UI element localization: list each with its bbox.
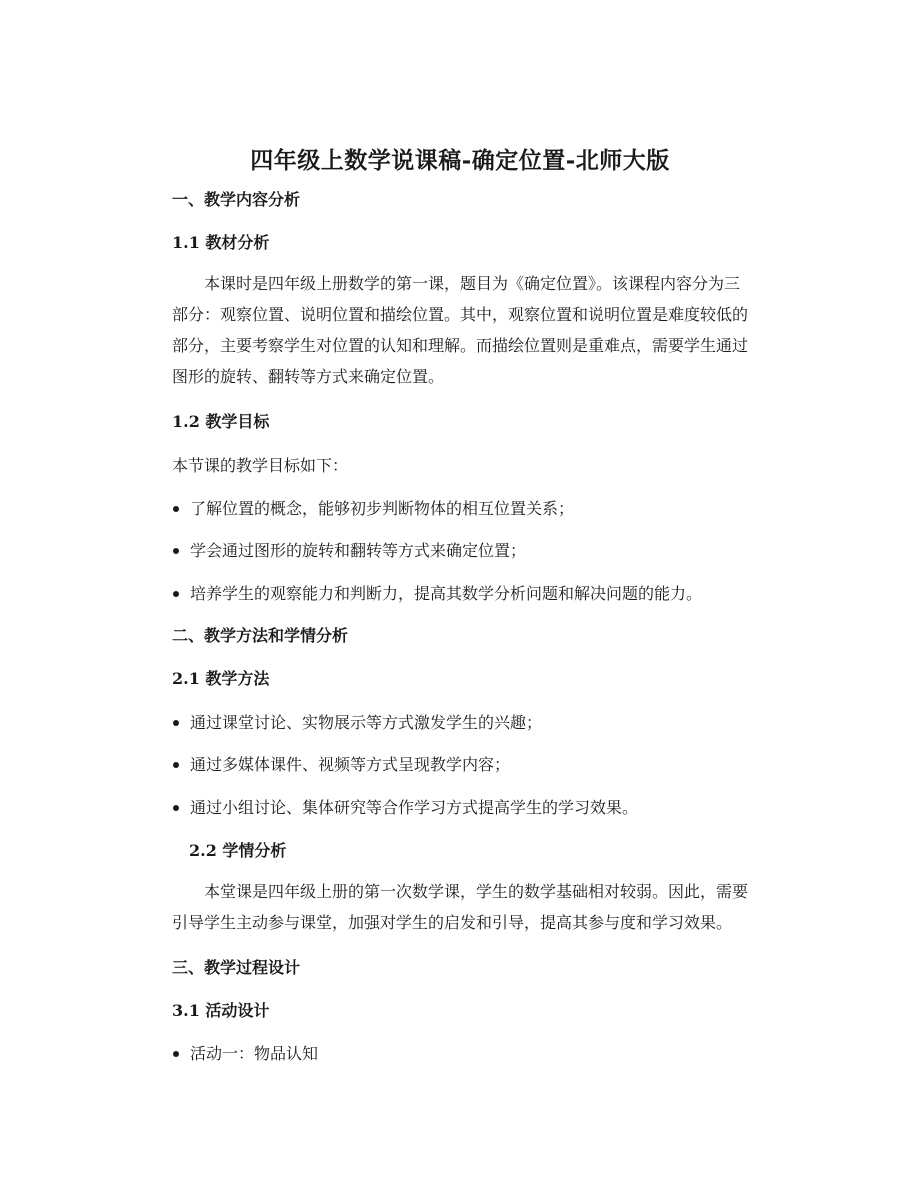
objectives-intro: 本节课的教学目标如下： [172, 456, 349, 475]
paragraph-learning-analysis: 本堂课是四年级上册的第一次数学课，学生的数学基础相对较弱。因此，需要引导学生主动参与课堂，加强对学生的启发和引导，提高其参与度和学习效果。 [172, 882, 749, 932]
list-item-text: 活动一：物品认知 [190, 1044, 319, 1063]
list-item [172, 582, 702, 606]
bullet-icon [173, 591, 179, 597]
list-item-text: 通过小组讨论、集体研究等合作学习方式提高学生的学习效果。 [190, 798, 639, 817]
bullet-icon [173, 506, 179, 512]
subsection-heading-3-1: 3.1 活动设计 [172, 1001, 270, 1020]
list-item-text: 学会通过图形的旋转和翻转等方式来确定位置； [190, 541, 527, 560]
section-heading-3: 三、教学过程设计 [172, 958, 301, 977]
bullet-icon [173, 762, 179, 768]
section-heading-1: 一、教学内容分析 [172, 190, 301, 209]
subsection-heading-2-1: 2.1 教学方法 [172, 669, 270, 688]
bullet-icon [173, 805, 179, 811]
subsection-heading-2-2: 2.2 学情分析 [189, 841, 287, 860]
list-item [172, 497, 574, 521]
list-item [172, 539, 526, 563]
subsection-heading-1-1: 1.1 教材分析 [172, 233, 270, 252]
list-item [172, 796, 638, 820]
list-item [172, 711, 542, 735]
document-title: 四年级上数学说课稿-确定位置-北师大版 [250, 147, 670, 174]
list-item-text: 通过课堂讨论、实物展示等方式激发学生的兴趣； [190, 713, 543, 732]
section-heading-2: 二、教学方法和学情分析 [172, 626, 349, 645]
bullet-icon [173, 548, 179, 554]
list-item-text: 了解位置的概念，能够初步判断物体的相互位置关系； [190, 499, 575, 518]
list-item [172, 753, 510, 777]
paragraph-textbook-analysis: 本课时是四年级上册数学的第一课，题目为《确定位置》。该课程内容分为三部分：观察位置、说明位置和描绘位置。其中，观察位置和说明位置是难度较低的部分，主要考察学生对位置的认知和理解。而描绘位置则是重难点，需要学生通过图形的旋转、翻转等方式来确定位置。 [172, 274, 749, 386]
list-item [172, 1042, 318, 1066]
bullet-icon [173, 1051, 179, 1057]
list-item-text: 通过多媒体课件、视频等方式呈现教学内容； [190, 755, 511, 774]
list-item-text: 培养学生的观察能力和判断力，提高其数学分析问题和解决问题的能力。 [190, 584, 703, 603]
subsection-heading-1-2: 1.2 教学目标 [172, 412, 270, 431]
bullet-icon [173, 720, 179, 726]
